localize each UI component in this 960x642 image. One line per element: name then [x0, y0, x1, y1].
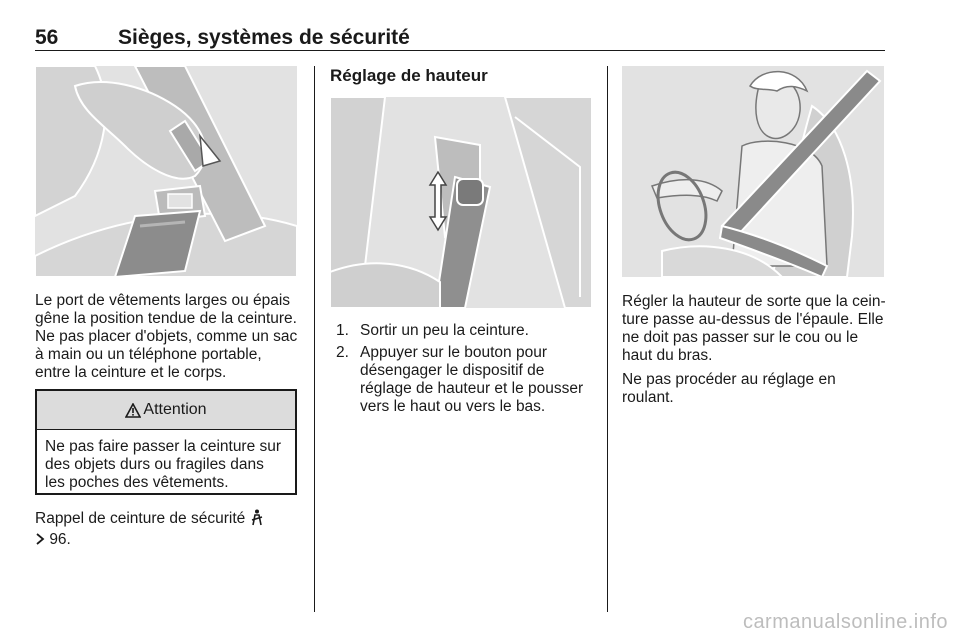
steps-list	[336, 322, 594, 420]
figure-belt-position	[622, 66, 884, 277]
warning-icon	[125, 403, 141, 418]
page-number: 56	[35, 26, 59, 49]
step-number: 1.	[336, 322, 349, 339]
reminder-text: Rappel de ceinture de sécurité	[35, 510, 246, 527]
page-reference[interactable]: 96.	[49, 531, 71, 548]
paragraph-clothing: Le port de vêtements larges ou épais gêne la position tendue de la ceinture. Ne pas placer d'objets, comme un sac à main ou un téléphone portable, entre la ceinture et le corps.	[35, 292, 298, 381]
column-divider-right	[607, 66, 608, 612]
section-heading: Réglage de hauteur	[330, 66, 488, 85]
column-divider-left	[314, 66, 315, 612]
seatbelt-reminder-note	[35, 509, 300, 550]
page-reference-arrow-icon	[35, 532, 45, 550]
header-rule	[35, 50, 885, 51]
step-item	[336, 322, 594, 340]
attention-title: Attention	[143, 401, 207, 418]
page-title: Sièges, systèmes de sécurité	[118, 26, 410, 49]
figure-buckle	[35, 66, 297, 277]
attention-text: Ne pas faire passer la ceinture sur des objets durs ou fragiles dans les poches des vêtements.	[45, 438, 282, 491]
step-text: Sortir un peu la ceinture.	[360, 322, 529, 339]
attention-box	[35, 389, 297, 495]
watermark: carmanualsonline.info	[742, 611, 948, 633]
figure-height-adjuster	[330, 97, 592, 308]
step-number: 2.	[336, 344, 349, 361]
paragraph-adjust-height: Régler la hauteur de sorte que la cein- ture passe au-dessus de l'épaule. Elle ne doit pas passer sur le cou ou le haut du bras.	[622, 293, 886, 364]
step-text: Appuyer sur le bouton pour désengager le dispositif de réglage de hauteur et le pousser vers le haut ou vers le bas.	[360, 344, 584, 415]
paragraph-do-not-adjust: Ne pas procéder au réglage en roulant.	[622, 371, 836, 406]
step-item	[336, 344, 594, 416]
attention-header	[37, 391, 295, 430]
seatbelt-reminder-icon	[250, 509, 264, 531]
right-text	[622, 293, 890, 413]
